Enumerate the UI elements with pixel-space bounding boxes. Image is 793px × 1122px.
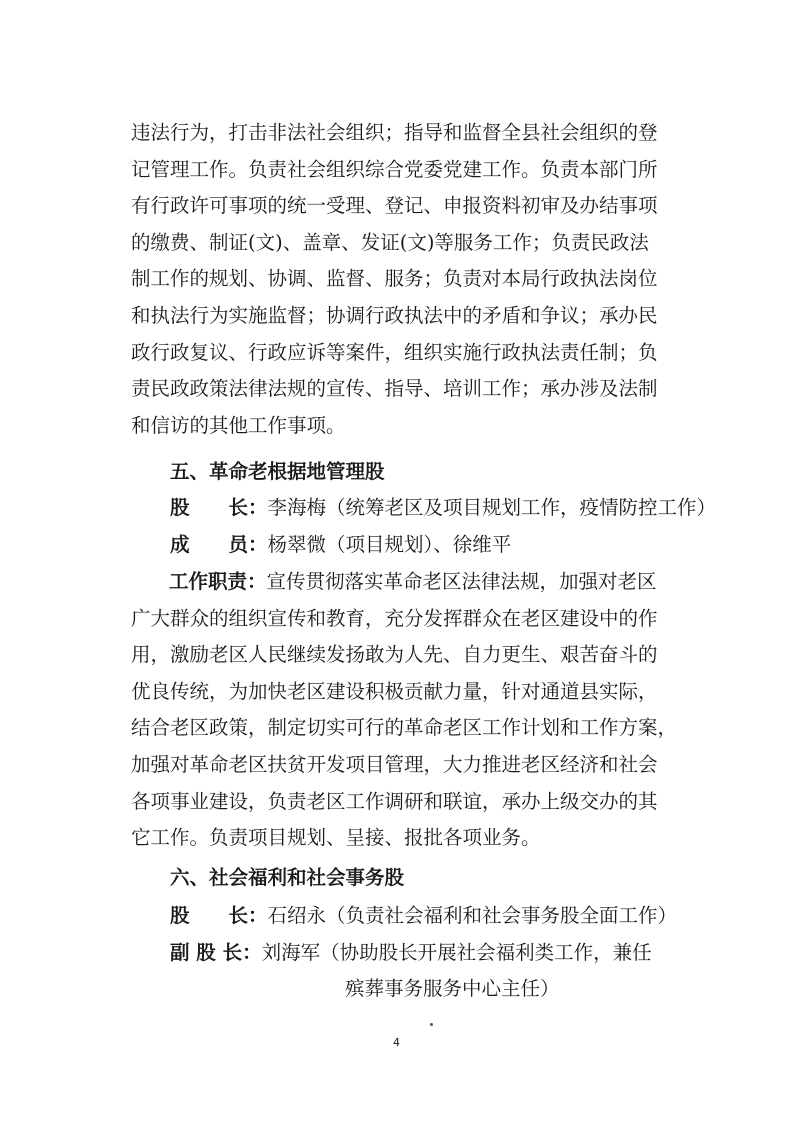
section-heading-6: 六、社会福利和社会事务股 [170, 866, 405, 889]
member-value: 杨翠微（项目规划）、徐维平 [267, 533, 512, 556]
scan-speck [430, 1023, 433, 1026]
section6-deputy-continuation: 殡葬事务服务中心主任） [345, 977, 560, 1000]
section6-chief-row [170, 898, 677, 935]
chief-value: 石绍永（负责社会福利和社会事务股全面工作） [267, 904, 678, 927]
section5-member-row [170, 527, 511, 564]
text-line: 加强对革命老区扶贫开发项目管理，大力推进老区经济和社会 [131, 752, 658, 776]
deputy-value: 刘海军（协助股长开展社会福利类工作，兼任 [261, 941, 652, 964]
text-line: 各项事业建设，负责老区工作调研和联谊，承办上级交办的其 [131, 789, 658, 813]
member-label: 成 员： [170, 533, 268, 556]
deputy-label: 副 股 长： [170, 941, 262, 964]
section-heading-5: 五、革命老根据地管理股 [170, 460, 385, 483]
section6-deputy-row [170, 935, 652, 972]
text-line: 违法行为，打击非法社会组织；指导和监督全县社会组织的登 [131, 121, 658, 144]
text-line: 记管理工作。负责社会组织综合党委党建工作。负责本部门所 [131, 157, 658, 181]
page-number: 4 [393, 1036, 400, 1049]
text-line: 责民政政策法律法规的宣传、指导、培训工作；承办涉及法制 [131, 377, 658, 401]
text-line: 用，激励老区人民继续发扬敢为人先、自力更生、艰苦奋斗的 [131, 643, 658, 667]
text-line: 结合老区政策，制定切实可行的革命老区工作计划和工作方案， [131, 716, 678, 740]
chief-label: 股 长： [170, 496, 268, 519]
text-line: 制工作的规划、协调、监督、服务；负责对本局行政执法岗位 [131, 267, 658, 291]
section5-duties [131, 564, 711, 857]
text-line: 广大群众的组织宣传和教育，充分发挥群众在老区建设中的作 [131, 606, 658, 630]
section5-chief-row [170, 490, 716, 527]
paragraph-legal-duties [131, 115, 711, 444]
chief-value: 李海梅（统筹老区及项目规划工作，疫情防控工作） [267, 496, 717, 519]
text-line: 和执法行为实施监督；协调行政执法中的矛盾和争议；承办民 [131, 303, 658, 327]
duty-first-line: 宣传贯彻落实革命老区法律法规，加强对老区 [266, 570, 657, 593]
text-line: 有行政许可事项的统一受理、登记、申报资料初审及办结事项 [131, 194, 658, 218]
text-line: 的缴费、制证(文)、盖章、发证(文)等服务工作；负责民政法 [131, 230, 649, 254]
chief-label: 股 长： [170, 904, 268, 927]
text-line: 和信访的其他工作事项。 [131, 413, 346, 437]
text-line: 政行政复议、行政应诉等案件，组织实施行政执法责任制；负 [131, 340, 658, 364]
text-line: 它工作。负责项目规划、呈接、报批各项业务。 [131, 826, 541, 850]
duty-label: 工作职责： [169, 570, 267, 593]
text-line [131, 564, 711, 601]
text-line: 优良传统，为加快老区建设积极贡献力量，针对通道县实际， [131, 679, 658, 703]
